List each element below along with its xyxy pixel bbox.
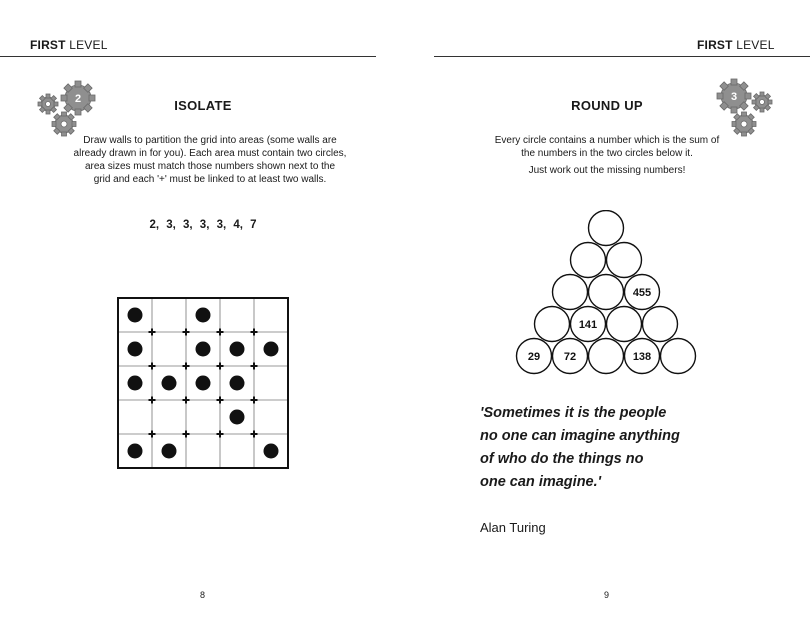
left-header-rule	[0, 56, 376, 57]
gears-icon-left	[36, 78, 98, 140]
grid-circles	[128, 308, 279, 459]
right-header-rest: LEVEL	[732, 38, 775, 52]
pyramid-circle	[589, 211, 624, 246]
quote-line: no one can imagine anything	[480, 428, 680, 444]
right-puzzle-number: 3	[730, 91, 738, 103]
quote-line: one can imagine.'	[480, 474, 602, 490]
pyramid-circle	[589, 339, 624, 374]
right-instructions-line: Every circle contains a number which is the sum of	[494, 135, 720, 146]
left-header	[30, 38, 108, 52]
grid-circle	[128, 444, 143, 459]
pyramid-circle	[553, 275, 588, 310]
right-page-number: 9	[604, 590, 610, 600]
left-instructions-line: area sizes must match those numbers shown next to the	[84, 161, 336, 172]
right-header	[697, 38, 775, 52]
right-instructions	[470, 134, 744, 177]
left-instructions-line: grid and each '+' must be linked to at least two walls.	[93, 174, 327, 185]
pyramid-circle	[589, 275, 624, 310]
grid-circle	[162, 444, 177, 459]
pyramid-number: 141	[578, 319, 598, 331]
pyramid-circles	[517, 211, 696, 374]
left-header-rest: LEVEL	[65, 38, 108, 52]
turing-quote	[480, 402, 780, 494]
pyramid-number: 455	[632, 287, 652, 299]
left-header-bold: FIRST	[30, 38, 66, 52]
pyramid-circle	[571, 243, 606, 278]
pyramid-circle	[643, 307, 678, 342]
area-sizes: 2, 3, 3, 3, 3, 4, 7	[149, 219, 257, 231]
quote-line: of who do the things no	[480, 451, 644, 467]
right-instructions-line: the numbers in the two circles below it.	[521, 148, 693, 159]
right-header-bold: FIRST	[697, 38, 733, 52]
right-title: ROUND UP	[571, 98, 643, 113]
pyramid-circle	[607, 307, 642, 342]
pyramid-circle	[535, 307, 570, 342]
grid-circle	[196, 308, 211, 323]
quote-line: 'Sometimes it is the people	[480, 405, 667, 421]
pyramid-circle	[607, 243, 642, 278]
left-instructions-line: Draw walls to partition the grid into areas (some walls are	[83, 135, 337, 146]
left-page-number: 8	[200, 590, 206, 600]
grid-circle	[230, 342, 245, 357]
grid-circle	[264, 444, 279, 459]
left-instructions-line: already drawn in for you). Each area must contain two circles,	[73, 148, 347, 159]
grid-circle	[128, 342, 143, 357]
pyramid-number: 72	[563, 351, 577, 363]
grid-circle	[230, 376, 245, 391]
right-instructions-line: Just work out the missing numbers!	[528, 165, 686, 176]
quote-author: Alan Turing	[480, 520, 546, 535]
isolate-grid	[114, 294, 292, 472]
grid-circle	[264, 342, 279, 357]
left-puzzle-number: 2	[74, 93, 82, 105]
pyramid-number: 29	[527, 351, 541, 363]
grid-circle	[196, 376, 211, 391]
grid-circle	[162, 376, 177, 391]
grid-circle	[128, 376, 143, 391]
grid-circle	[230, 410, 245, 425]
grid-circle	[196, 342, 211, 357]
roundup-pyramid	[512, 210, 702, 380]
right-header-rule	[434, 56, 810, 57]
pyramid-number: 138	[632, 351, 652, 363]
left-title: ISOLATE	[174, 98, 232, 113]
pyramid-circle	[661, 339, 696, 374]
grid-circle	[128, 308, 143, 323]
left-instructions	[60, 134, 360, 186]
gears-icon-right	[714, 78, 776, 140]
